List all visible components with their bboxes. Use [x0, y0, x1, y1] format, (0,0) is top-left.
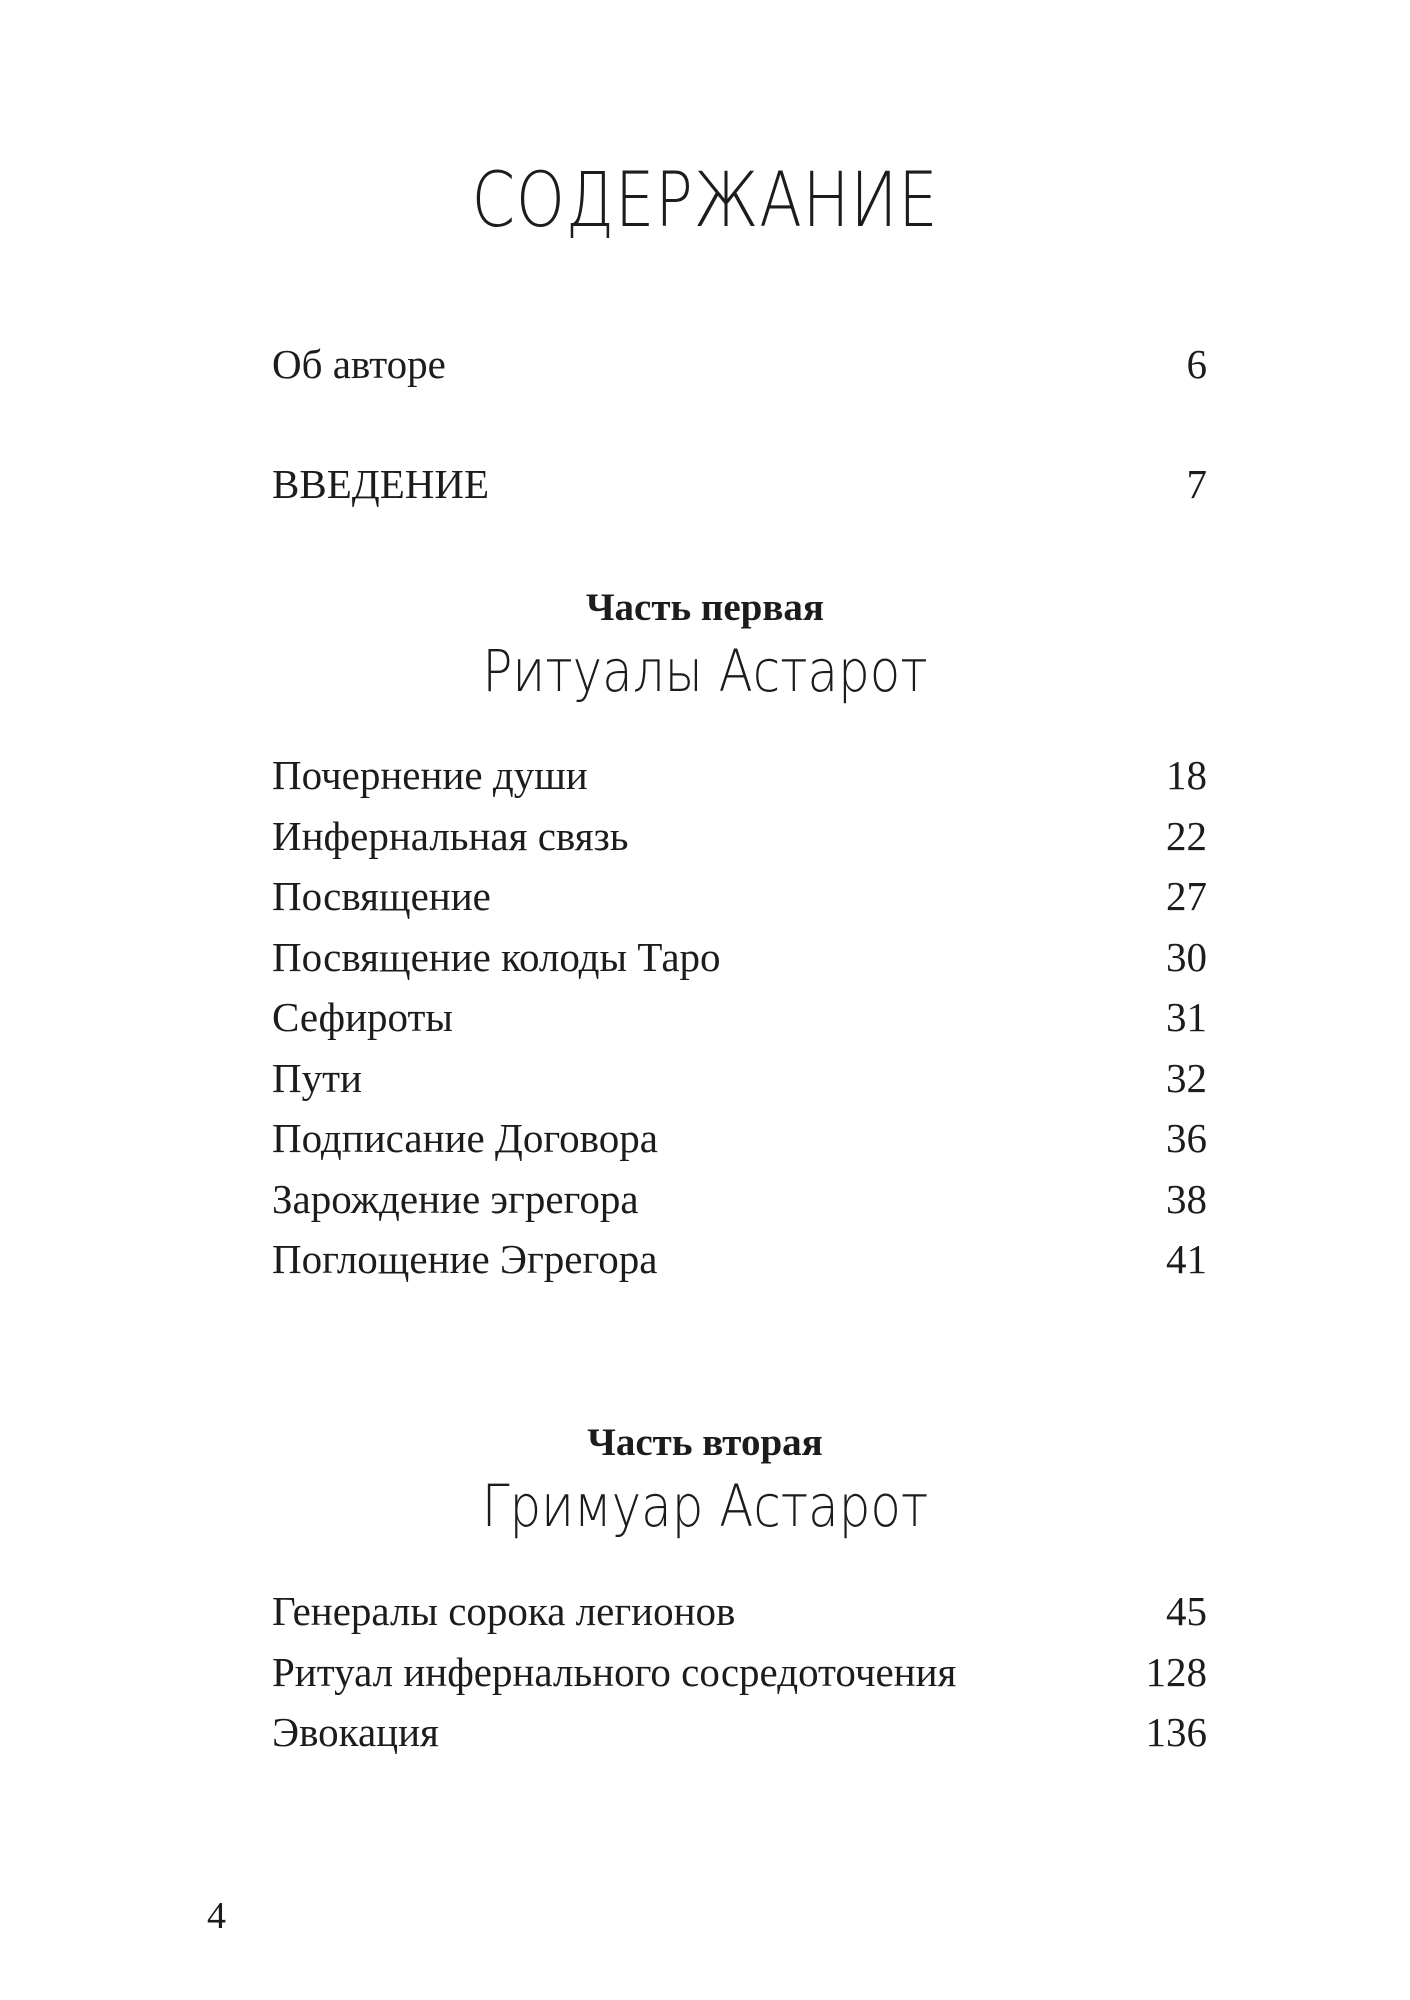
- toc-entry-label: Посвящение колоды Таро: [272, 934, 721, 980]
- toc-entry[interactable]: [272, 1649, 1207, 1696]
- toc-entry-page-number: 45: [1166, 1588, 1207, 1634]
- toc-entry-label: Об авторе: [272, 341, 446, 387]
- toc-entry-label: Генералы сорока легионов: [272, 1588, 736, 1634]
- toc-entry[interactable]: [272, 813, 1207, 860]
- part-1-kicker: Часть первая: [585, 586, 825, 629]
- toc-entry-label: Зарождение эгрегора: [272, 1176, 639, 1222]
- toc-entry-label: Ритуал инфернального сосредоточения: [272, 1649, 957, 1695]
- toc-entry-page-number: 30: [1166, 934, 1207, 980]
- toc-entry-page-number: 31: [1166, 994, 1207, 1040]
- toc-entry-page-number: 18: [1166, 752, 1207, 798]
- toc-entry-page-number: 7: [1186, 461, 1207, 507]
- toc-entry-page-number: 136: [1145, 1709, 1207, 1755]
- toc-entry-page-number: 36: [1166, 1115, 1207, 1161]
- toc-entry[interactable]: [272, 994, 1207, 1041]
- toc-entry[interactable]: [272, 752, 1207, 799]
- toc-entry-label: ВВЕДЕНИЕ: [272, 461, 490, 507]
- toc-entry-label: Почернение души: [272, 752, 588, 798]
- toc-entry-label: Пути: [272, 1055, 362, 1101]
- toc-entry-label: Инфернальная связь: [272, 813, 629, 859]
- toc-entry-page-number: 128: [1145, 1649, 1207, 1695]
- page-number: 4: [207, 1895, 226, 1937]
- toc-entry[interactable]: [272, 1115, 1207, 1162]
- toc-entry[interactable]: [272, 1236, 1207, 1283]
- toc-entry-page-number: 41: [1166, 1236, 1207, 1282]
- toc-entry-label: Сефироты: [272, 994, 453, 1040]
- part-1-title: Ритуалы Астарот: [482, 637, 928, 705]
- toc-entry[interactable]: [272, 1588, 1207, 1635]
- page-title: СОДЕРЖАНИЕ: [471, 155, 939, 244]
- toc-entry[interactable]: [272, 1055, 1207, 1102]
- toc-entry-label: Эвокация: [272, 1709, 439, 1755]
- toc-entry-label: Поглощение Эгрегора: [272, 1236, 658, 1282]
- toc-entry-page-number: 32: [1166, 1055, 1207, 1101]
- toc-entry[interactable]: [272, 934, 1207, 981]
- toc-entry[interactable]: [272, 873, 1207, 920]
- toc-entry-label: Посвящение: [272, 873, 491, 919]
- toc-entry-page-number: 27: [1166, 873, 1207, 919]
- part-2-title: Гримуар Астарот: [481, 1472, 929, 1540]
- toc-entry-page-number: 22: [1166, 813, 1207, 859]
- part-2-kicker: Часть вторая: [587, 1421, 823, 1464]
- toc-entry-about-author[interactable]: [272, 341, 1207, 388]
- toc-entry-page-number: 6: [1186, 341, 1207, 387]
- toc-entry-page-number: 38: [1166, 1176, 1207, 1222]
- toc-entry[interactable]: [272, 1709, 1207, 1756]
- toc-entry-introduction[interactable]: [272, 461, 1207, 508]
- toc-entry-label: Подписание Договора: [272, 1115, 658, 1161]
- toc-entry[interactable]: [272, 1176, 1207, 1223]
